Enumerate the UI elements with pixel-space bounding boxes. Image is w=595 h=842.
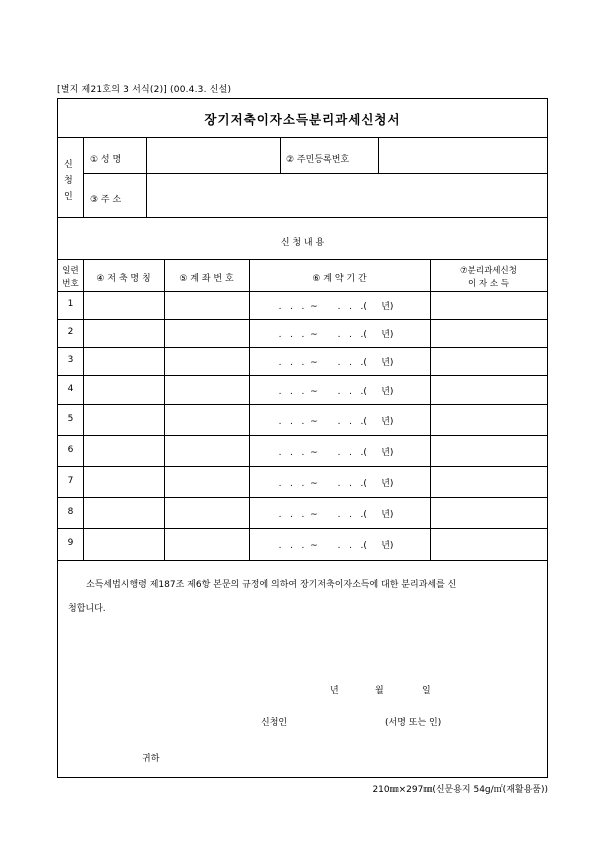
form-number-note: [별지 제21호의 3 서식(2)] (00.4.3. 신설) bbox=[57, 85, 232, 95]
application-form bbox=[57, 98, 548, 778]
date-month-label: 월 bbox=[375, 686, 384, 696]
divider bbox=[280, 137, 281, 173]
declaration-text-cont bbox=[68, 598, 538, 621]
row-divider bbox=[58, 404, 547, 405]
contract-period-cell[interactable]: . . . ~ . . .( 년) bbox=[278, 447, 394, 458]
contract-period-cell[interactable]: . . . ~ . . .( 년) bbox=[278, 509, 394, 520]
divider bbox=[164, 259, 165, 560]
divider bbox=[58, 291, 547, 292]
contract-period-cell[interactable]: . . . ~ . . .( 년) bbox=[278, 416, 394, 427]
row-number: 5 bbox=[67, 413, 74, 424]
addressee-label: 귀하 bbox=[142, 754, 160, 764]
row-divider bbox=[58, 497, 547, 498]
form-title: 장기저축이자소득분리과세신청서 bbox=[204, 112, 401, 127]
row-divider bbox=[58, 435, 547, 436]
declaration-text bbox=[68, 574, 538, 597]
col-header-account-no: ⑤ 계 좌 번 호 bbox=[179, 274, 234, 284]
row-number: 6 bbox=[67, 444, 74, 455]
rrn-label: ② 주민등록번호 bbox=[286, 155, 350, 165]
contract-period-cell[interactable]: . . . ~ . . .( 년) bbox=[278, 478, 394, 489]
contract-period-cell[interactable]: . . . ~ . . .( 년) bbox=[278, 358, 394, 368]
name-field[interactable] bbox=[147, 138, 279, 173]
date-day-label: 일 bbox=[422, 686, 431, 696]
row-number: 2 bbox=[67, 327, 74, 337]
col-header-serial-2: 번호 bbox=[62, 279, 79, 289]
col-header-separate-tax-2: 이 자 소 득 bbox=[468, 279, 509, 289]
row-number: 3 bbox=[67, 355, 74, 365]
row-divider bbox=[58, 347, 547, 348]
paper-size-note: 210㎜×297㎜(신문용지 54g/㎡(재활용품)) bbox=[372, 785, 548, 795]
divider bbox=[83, 259, 84, 560]
address-field[interactable] bbox=[147, 174, 546, 217]
row-divider bbox=[58, 466, 547, 467]
applicant-group-label-2: 청 bbox=[64, 176, 73, 186]
applicant-group-label-3: 인 bbox=[64, 192, 73, 202]
row-number: 7 bbox=[67, 475, 74, 486]
name-label: ① 성 명 bbox=[90, 155, 122, 165]
section-title: 신 청 내 용 bbox=[280, 238, 325, 248]
row-number: 1 bbox=[67, 299, 74, 309]
row-number: 8 bbox=[67, 506, 74, 517]
divider bbox=[58, 259, 547, 260]
row-divider bbox=[58, 375, 547, 376]
row-divider bbox=[58, 560, 547, 561]
contract-period-cell[interactable]: . . . ~ . . .( 년) bbox=[278, 541, 394, 551]
address-label: ③ 주 소 bbox=[90, 195, 122, 205]
signature-label: (서명 또는 인) bbox=[385, 718, 442, 728]
row-number: 9 bbox=[67, 538, 74, 548]
col-header-contract-period: ⑥ 계 약 기 간 bbox=[312, 274, 367, 284]
contract-period-cell[interactable]: . . . ~ . . .( 년) bbox=[278, 386, 394, 397]
date-year-label: 년 bbox=[330, 686, 339, 696]
applicant-sign-label: 신청인 bbox=[261, 718, 288, 728]
declaration-line-1: 소득세법시행령 제187조 제6항 본문의 규정에 의하여 장기저축이자소득에 대한 분리과세를 신 bbox=[86, 580, 457, 590]
row-number: 4 bbox=[67, 383, 74, 394]
contract-period-cell[interactable]: . . . ~ . . .( 년) bbox=[278, 330, 394, 340]
declaration-line-2: 청합니다. bbox=[68, 604, 106, 614]
divider bbox=[83, 137, 84, 217]
divider bbox=[430, 259, 431, 560]
col-header-savings-name: ④ 저 축 명 칭 bbox=[96, 274, 151, 284]
rrn-field[interactable] bbox=[379, 138, 546, 173]
col-header-serial-1: 일련 bbox=[62, 266, 79, 276]
row-divider bbox=[58, 528, 547, 529]
contract-period-cell[interactable]: . . . ~ . . .( 년) bbox=[278, 302, 394, 312]
applicant-group-label-1: 신 bbox=[64, 160, 73, 170]
col-header-separate-tax-1: ⑦분리과세신청 bbox=[460, 266, 517, 276]
divider bbox=[58, 217, 547, 218]
row-divider bbox=[58, 319, 547, 320]
